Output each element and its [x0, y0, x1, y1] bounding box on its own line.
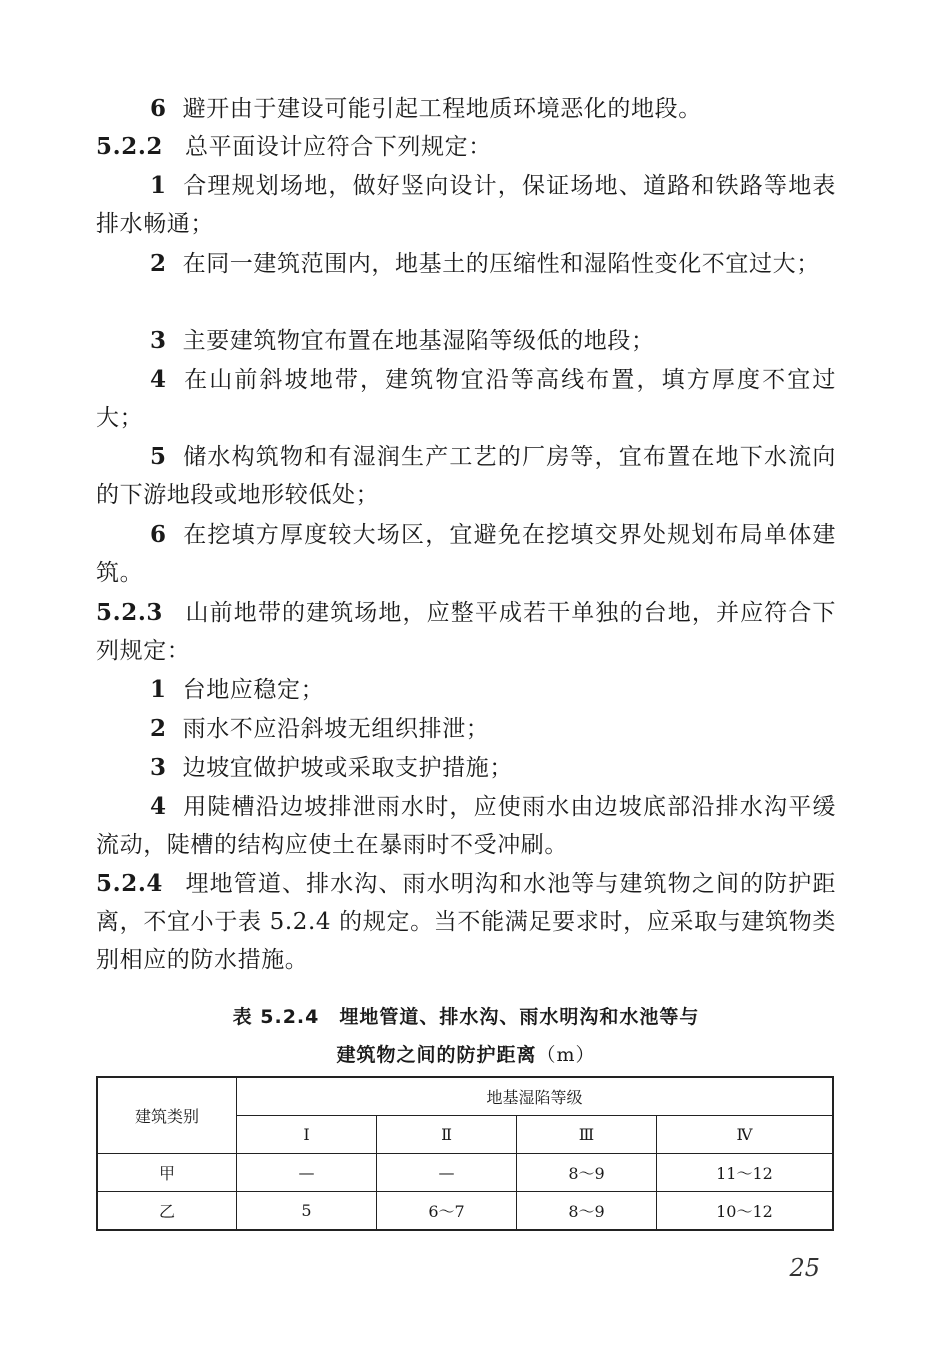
list-item — [96, 671, 836, 709]
table-header-row — [97, 1077, 833, 1116]
clause-number: 5.2.4 — [96, 870, 164, 897]
list-item — [96, 438, 836, 514]
item-number: 4 — [150, 793, 167, 820]
list-item — [96, 516, 836, 592]
table-row — [97, 1154, 833, 1192]
row-category: 甲 — [97, 1154, 237, 1192]
table-cell: 8～9 — [517, 1154, 657, 1192]
list-item — [96, 749, 836, 787]
list-item — [96, 710, 836, 748]
list-item — [96, 245, 836, 283]
table-row — [97, 1192, 833, 1231]
item-number: 6 — [150, 521, 167, 548]
item-number: 6 — [150, 95, 167, 122]
header-grade: Ⅲ — [517, 1116, 657, 1154]
item-number: 1 — [150, 676, 167, 703]
clause-number: 5.2.2 — [96, 133, 164, 160]
item-text: 雨水不应沿斜坡无组织排泄； — [182, 716, 490, 742]
list-item — [96, 90, 836, 128]
table-cell: 11～12 — [657, 1154, 834, 1192]
list-item — [96, 167, 836, 243]
row-category: 乙 — [97, 1192, 237, 1231]
clause-number: 5.2.3 — [96, 599, 164, 626]
item-text: 主要建筑物宜布置在地基湿陷等级低的地段； — [182, 328, 655, 354]
header-collapse-grade: 地基湿陷等级 — [237, 1077, 834, 1116]
item-text: 用陡槽沿边坡排泄雨水时，应使雨水由边坡底部沿排水沟平缓流动，陡槽的结构应使土在暴雨时不受冲刷。 — [96, 794, 836, 858]
item-number: 3 — [150, 327, 167, 354]
item-number: 1 — [150, 172, 167, 199]
table-caption-line1: 表 5.2.4 埋地管道、排水沟、雨水明沟和水池等与 — [232, 1006, 700, 1028]
header-building-category: 建筑类别 — [97, 1077, 237, 1154]
clause-paragraph — [96, 865, 836, 979]
item-number: 4 — [150, 366, 167, 393]
clause-text: 总平面设计应符合下列规定： — [185, 134, 492, 160]
list-item — [96, 788, 836, 864]
item-text: 合理规划场地，做好竖向设计，保证场地、道路和铁路等地表排水畅通； — [96, 173, 836, 237]
clause-text: 埋地管道、排水沟、雨水明沟和水池等与建筑物之间的防护距离，不宜小于表 5.2.4 的规定。当不能满足要求时，应采取与建筑物类别相应的防水措施。 — [96, 871, 836, 973]
item-text: 储水构筑物和有湿润生产工艺的厂房等，宜布置在地下水流向的下游地段或地形较低处； — [96, 444, 836, 508]
protection-distance-table — [96, 1076, 834, 1231]
table-cell: — — [377, 1154, 517, 1192]
item-text: 台地应稳定； — [182, 677, 325, 703]
item-text: 在挖填方厚度较大场区，宜避免在挖填交界处规划布局单体建筑。 — [96, 522, 836, 586]
table-cell: 10～12 — [657, 1192, 834, 1231]
page-number: 25 — [789, 1254, 820, 1282]
clause-paragraph — [96, 594, 836, 670]
item-text: 边坡宜做护坡或采取支护措施； — [182, 755, 514, 781]
table-caption-line2 — [96, 1040, 836, 1067]
table-cell: — — [237, 1154, 377, 1192]
clause-paragraph — [96, 128, 836, 166]
header-grade: Ⅳ — [657, 1116, 834, 1154]
list-item — [96, 361, 836, 437]
list-item — [96, 322, 836, 360]
item-text: 在山前斜坡地带，建筑物宜沿等高线布置，填方厚度不宜过大； — [96, 367, 836, 431]
table-caption-title: 建筑物之间的防护距离 — [336, 1044, 537, 1066]
table-cell: 6～7 — [377, 1192, 517, 1231]
header-grade: Ⅱ — [377, 1116, 517, 1154]
item-number: 2 — [150, 250, 167, 277]
item-text: 在同一建筑范围内，地基土的压缩性和湿陷性变化不宜过大； — [182, 251, 820, 277]
item-number: 5 — [150, 443, 167, 470]
item-number: 3 — [150, 754, 167, 781]
table-cell: 8～9 — [517, 1192, 657, 1231]
item-number: 2 — [150, 715, 167, 742]
header-grade: Ⅰ — [237, 1116, 377, 1154]
table-cell: 5 — [237, 1192, 377, 1231]
item-text: 避开由于建设可能引起工程地质环境恶化的地段。 — [182, 96, 702, 122]
table-caption-unit: （m） — [536, 1044, 596, 1066]
clause-text: 山前地带的建筑场地，应整平成若干单独的台地，并应符合下列规定： — [96, 600, 836, 664]
